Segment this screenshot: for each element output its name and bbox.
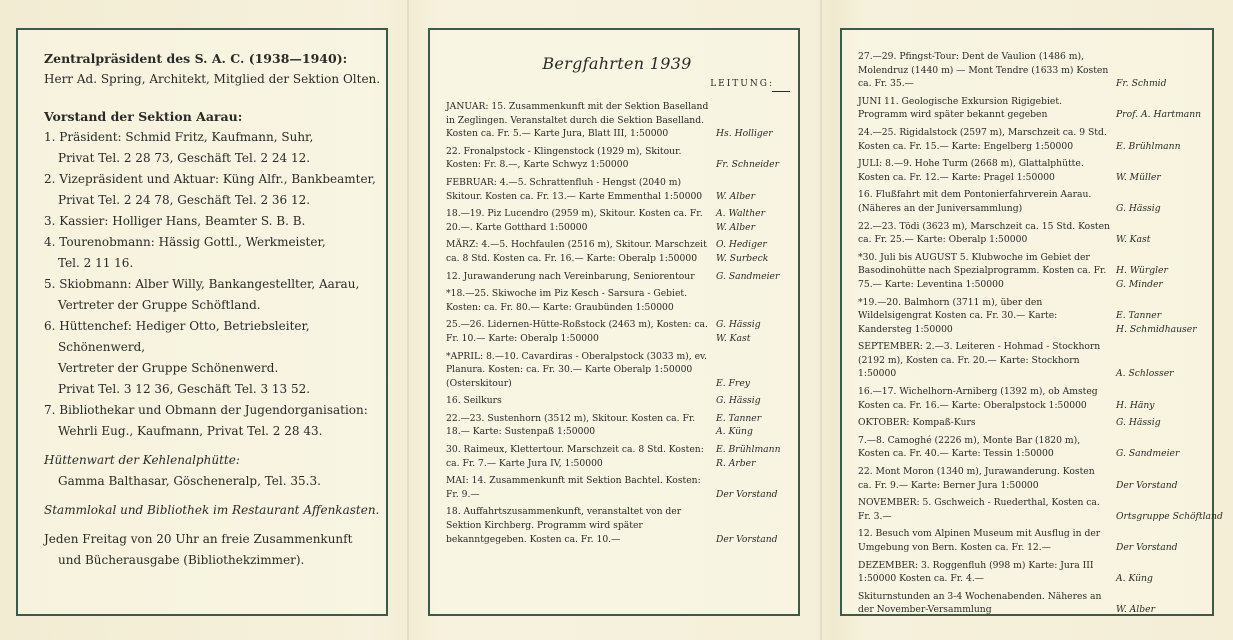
meeting-info: Jeden Freitag von 20 Uhr an freie Zusammenkunft — [44, 532, 353, 546]
tour-entry — [858, 465, 1204, 492]
fold-line — [820, 0, 822, 640]
tour-leader: G. Sandmeier — [1116, 448, 1180, 460]
tour-leader: G. Sandmeier — [716, 270, 780, 282]
board-member-detail: Vertreter der Gruppe Schönenwerd. — [58, 361, 279, 375]
board-member-detail: Schönenwerd, — [58, 340, 146, 354]
tour-entry — [446, 350, 788, 391]
tour-leader: E. Brühlmann — [1116, 140, 1181, 152]
board-member: 7. Bibliothekar und Obmann der Jugendorganisation: — [44, 403, 368, 417]
central-president-text: Herr Ad. Spring, Architekt, Mitglied der Sektion Olten. — [44, 72, 381, 86]
tour-description: SEPTEMBER: 2.—3. Leiteren - Hohmad - Stockhorn (2192 m), Kosten ca. Fr. 20.— Karte: Stockhorn 1:50000 — [858, 341, 1101, 380]
tour-description: 22. Fronalpstock - Klingenstock (1929 m), Skitour. Kosten: Fr. 8.—, Karte Schwyz 1:50000 — [446, 145, 682, 171]
tour-description: 12. Jurawanderung nach Vereinbarung, Seniorentour — [446, 270, 695, 282]
tour-entry — [858, 95, 1204, 122]
tour-leader: Ortsgruppe Schöftland — [1116, 510, 1223, 522]
tour-description: JULI: 8.—9. Hohe Turm (2668 m), Glattalphütte. Kosten ca. Fr. 12.— Karte: Pragel 1:50000 — [858, 158, 1084, 183]
tour-entry — [858, 416, 1204, 430]
tour-description: NOVEMBER: 5. Gschweich - Ruederthal, Kosten ca. Fr. 3.— — [858, 497, 1100, 522]
club-venue: Stammlokal und Bibliothek im Restaurant Affenkasten. — [44, 503, 380, 517]
fold-line — [407, 0, 409, 640]
hut-warden-heading: Hüttenwart der Kehlenalphütte: — [44, 453, 240, 467]
tour-description: *APRIL: 8.—10. Cavardiras - Oberalpstock (3033 m), ev. Planura. Kosten: ca. Fr. 30.— Karte Oberalp 1:50000 (Osterskitour) — [446, 350, 708, 389]
tour-entry — [858, 559, 1204, 586]
tour-leader: H. Würgler G. Minder — [1116, 265, 1168, 290]
panel-tours-part1 — [428, 28, 800, 616]
meeting-info: und Bücherausgabe (Bibliothekzimmer). — [58, 553, 305, 567]
tour-leader: H. Häny — [1116, 399, 1155, 411]
tour-description: *18.—25. Skiwoche im Piz Kesch - Sarsura - Gebiet. Kosten: ca. Fr. 80.— Karte: Graubünden 1:50000 — [446, 288, 688, 313]
tour-entry — [446, 176, 788, 203]
tour-entry — [446, 394, 788, 408]
tour-leader: Fr. Schneider — [716, 159, 779, 171]
tour-description: 16.—17. Wichelhorn-Arniberg (1392 m), ob Amsteg Kosten ca. Fr. 16.— Karte: Oberalpstock 1:50000 — [858, 386, 1098, 411]
tour-description: 18. Auffahrtszusammenkunft, veranstaltet von der Sektion Kirchberg. Programm wird später bekanntgegeben. Kosten ca. Fr. 10.— — [446, 506, 682, 545]
tour-description: 30. Raimeux, Klettertour. Marschzeit ca. 8 Std. Kosten: ca. Fr. 7.— Karte Jura IV, 1:50000 — [446, 444, 704, 469]
tour-leader: A. Küng — [1116, 573, 1153, 585]
tour-description: 7.—8. Camoghé (2226 m), Monte Bar (1820 m), Kosten ca. Fr. 40.— Karte: Tessin 1:50000 — [858, 434, 1081, 460]
tour-entry — [446, 270, 788, 284]
tour-description: 22. Mont Moron (1340 m), Jurawanderung. Kosten ca. Fr. 9.— Karte: Berner Jura 1:50000 — [858, 466, 1095, 491]
tour-leader: Prof. A. Hartmann — [1116, 109, 1202, 121]
tour-description: MÄRZ: 4.—5. Hochfaulen (2516 m), Skitour. Marschzeit ca. 8 Std. Kosten ca. Fr. 16.— Karte: Oberalp 1:50000 — [446, 239, 707, 264]
tour-description: JUNI 11. Geologische Exkursion Rigigebiet. Programm wird später bekannt gegeben — [858, 95, 1062, 121]
tour-description: 22.—23. Tödi (3623 m), Marschzeit ca. 15 Std. Kosten ca. Fr. 25.— Karte: Oberalp 1:50000 — [858, 220, 1110, 246]
panel-tours-part2 — [840, 28, 1223, 616]
tour-leader: G. Hässig — [1116, 202, 1161, 214]
tour-list — [858, 50, 1223, 617]
tour-leader: W. Alber — [1116, 604, 1155, 616]
tour-leader: E. Frey — [716, 377, 750, 389]
tour-entry — [858, 126, 1204, 153]
tour-description: 16. Seilkurs — [446, 395, 502, 407]
tour-entry — [858, 434, 1204, 461]
tour-leader: G. Hässig — [1116, 417, 1161, 429]
leader-column-heading: LEITUNG: — [710, 79, 774, 89]
tour-entry — [858, 340, 1204, 381]
board-member: 1. Präsident: Schmid Fritz, Kaufmann, Suhr, — [44, 130, 314, 144]
tour-description: OKTOBER: Kompaß-Kurs — [858, 417, 976, 429]
board-member-detail: Privat Tel. 3 12 36, Geschäft Tel. 3 13 52. — [58, 382, 311, 396]
tour-description: 18.—19. Piz Lucendro (2959 m), Skitour. Kosten ca. Fr. 20.—. Karte Gotthard 1:50000 — [446, 208, 703, 233]
tour-leader: A. Walther W. Alber — [716, 208, 765, 233]
board-member: 6. Hüttenchef: Hediger Otto, Betriebsleiter, — [44, 319, 310, 333]
tour-entry — [446, 505, 788, 546]
tour-entry — [446, 100, 788, 141]
tour-leader: Der Vorstand — [716, 488, 778, 500]
tour-leader: G. Hässig — [716, 395, 761, 407]
tour-entry — [858, 188, 1204, 215]
tour-entry — [858, 50, 1204, 91]
tour-entry — [858, 220, 1204, 247]
tour-entry — [446, 443, 788, 470]
tour-entry — [858, 157, 1204, 184]
tour-leader: Hs. Holliger — [716, 128, 773, 140]
tour-description: Skiturnstunden an 3-4 Wochenabenden. Näheres an der November-Versammlung — [858, 590, 1102, 616]
board-member: 4. Tourenobmann: Hässig Gottl., Werkmeister, — [44, 235, 326, 249]
tour-leader: E. Tanner A. Küng — [716, 412, 762, 438]
tour-leader: E. Brühlmann R. Arber — [716, 444, 781, 469]
tour-description: 24.—25. Rigidalstock (2597 m), Marschzeit ca. 9 Std. Kosten ca. Fr. 15.— Karte: Engelberg 1:50000 — [858, 126, 1107, 152]
tour-entry — [446, 207, 788, 234]
board-member-detail: Wehrli Eug., Kaufmann, Privat Tel. 2 28 43. — [58, 424, 323, 438]
tour-entry — [446, 474, 788, 501]
hut-warden-text: Gamma Balthasar, Göscheneralp, Tel. 35.3. — [58, 474, 321, 488]
tour-leader: Der Vorstand — [716, 533, 778, 545]
tour-description: MAI: 14. Zusammenkunft mit Sektion Bachtel. Kosten: Fr. 9.— — [446, 475, 701, 500]
tour-description: 25.—26. Lidernen-Hütte-Roßstock (2463 m), Kosten: ca. Fr. 10.— Karte: Oberalp 1:50000 — [446, 319, 708, 344]
tour-leader — [716, 287, 788, 314]
tour-leader: W. Kast — [1116, 234, 1151, 246]
tour-entry — [858, 296, 1204, 337]
tour-entry — [446, 412, 788, 439]
panel-club-board — [16, 28, 388, 616]
tour-description: *19.—20. Balmhorn (3711 m), über den Wildelsigengrat Kosten ca. Fr. 30.— Karte: Kandersteg 1:50000 — [858, 296, 1058, 335]
tour-leader: Der Vorstand — [1116, 542, 1178, 553]
tour-entry — [858, 590, 1204, 617]
page-title: Bergfahrten 1939 — [542, 54, 692, 73]
tour-leader: Fr. Schmid — [1116, 78, 1167, 90]
tour-leader: A. Schlosser — [1116, 368, 1174, 380]
board-member-detail: Privat Tel. 2 24 78, Geschäft Tel. 2 36 12. — [58, 193, 311, 207]
tour-leader: O. Hediger W. Surbeck — [716, 239, 769, 264]
tour-list — [446, 100, 788, 546]
board-member: 3. Kassier: Holliger Hans, Beamter S. B. B. — [44, 214, 306, 228]
board-member: 5. Skiobmann: Alber Willy, Bankangestellter, Aarau, — [44, 277, 360, 291]
tour-leader: E. Tanner H. Schmidhauser — [1116, 310, 1197, 335]
tour-entry — [858, 496, 1223, 523]
tour-description: 12. Besuch vom Alpinen Museum mit Ausflug in der Umgebung von Bern. Kosten ca. Fr. 12.— — [858, 528, 1101, 553]
board-member-detail: Vertreter der Gruppe Schöftland. — [58, 298, 261, 312]
tour-description: *30. Juli bis AUGUST 5. Klubwoche im Gebiet der Basodinohütte nach Spezialprogramm. Kosten ca. Fr. 75.— Karte: Leventina 1:50000 — [858, 251, 1107, 290]
tour-leader: G. Hässig W. Kast — [716, 319, 761, 344]
tour-leader: W. Alber — [716, 190, 755, 202]
board-member-detail: Tel. 2 11 16. — [58, 256, 134, 270]
tour-leader: W. Müller — [1116, 171, 1161, 183]
tour-entry — [446, 238, 788, 265]
board-heading: Vorstand der Sektion Aarau: — [44, 109, 243, 124]
tour-entry — [858, 527, 1204, 554]
board-member: 2. Vizepräsident und Aktuar: Küng Alfr., Bankbeamter, — [44, 172, 376, 186]
tour-description: 16. Flußfahrt mit dem Pontonierfahrverein Aarau. (Näheres an der Juniversammlung) — [858, 189, 1092, 214]
central-president-heading: Zentralpräsident des S. A. C. (1938—1940): — [44, 51, 348, 66]
tour-description: 22.—23. Sustenhorn (3512 m), Skitour. Kosten ca. Fr. 18.— Karte: Sustenpaß 1:50000 — [446, 412, 696, 438]
tour-leader: Der Vorstand — [1116, 479, 1178, 491]
tour-description: 27.—29. Pfingst-Tour: Dent de Vaulion (1486 m), Molendruz (1440 m) — Mont Tendre (1633 m) Kosten ca. Fr. 35.— — [858, 51, 1109, 90]
tour-description: DEZEMBER: 3. Roggenfluh (998 m) Karte: Jura III 1:50000 Kosten ca. Fr. 4.— — [858, 559, 1094, 585]
tour-entry — [858, 385, 1204, 412]
tour-description: FEBRUAR: 4.—5. Schrattenfluh - Hengst (2040 m) Skitour. Kosten ca. Fr. 13.— Karte Emmenthal 1:50000 — [446, 176, 703, 202]
tour-entry — [446, 145, 788, 172]
tour-description: JANUAR: 15. Zusammenkunft mit der Sektion Baselland in Zeglingen. Veranstaltet durch die Sektion Baselland. Kosten ca. Fr. 5.— Karte Jura, Blatt III, 1:50000 — [446, 101, 709, 140]
tour-entry — [446, 287, 788, 314]
board-member-detail: Privat Tel. 2 28 73, Geschäft Tel. 2 24 12. — [58, 151, 311, 165]
tour-entry — [858, 251, 1204, 292]
tour-entry — [446, 318, 788, 345]
